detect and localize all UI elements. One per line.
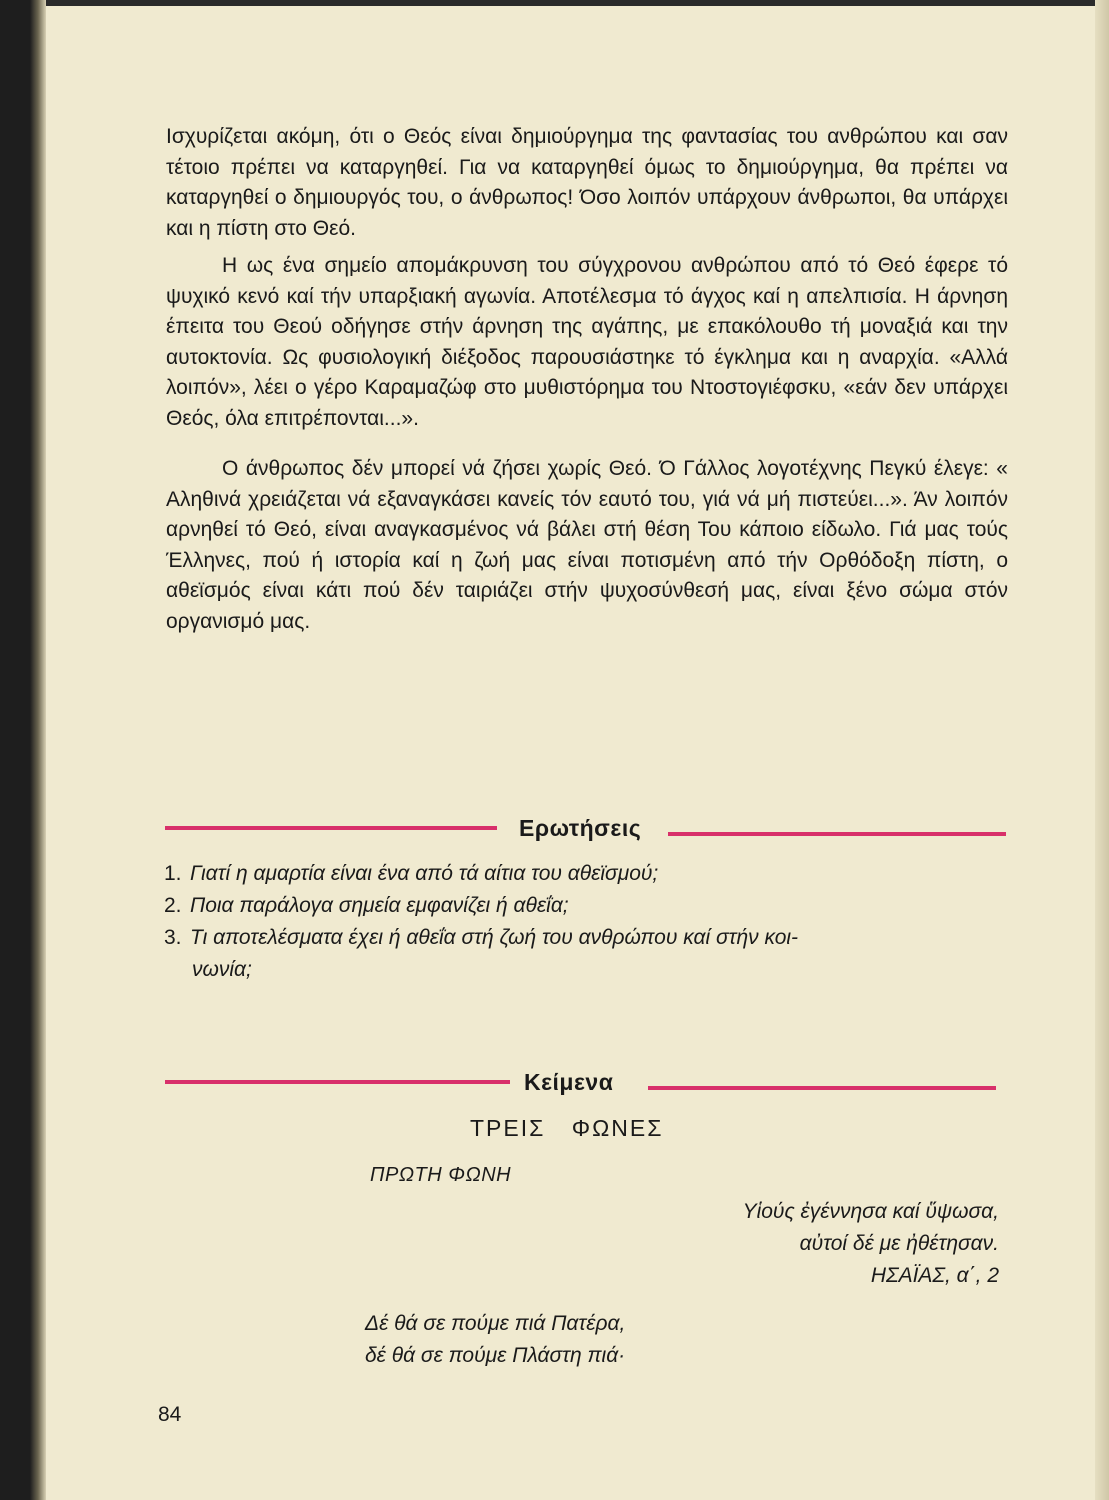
question-number: 1. bbox=[164, 862, 182, 885]
question-text: Γιατί η αμαρτία είναι ένα από τά αίτια του αθεϊσμού; bbox=[190, 862, 659, 885]
body-text bbox=[166, 122, 1008, 637]
book-spine-shadow bbox=[0, 0, 46, 1500]
poem-title: ΤΡΕΙΣ ΦΩΝΕΣ bbox=[470, 1115, 664, 1141]
page-right-edge bbox=[1095, 0, 1109, 1500]
question-number: 3. bbox=[164, 926, 182, 949]
question-text: Τι αποτελέσματα έχει ή αθεΐα στή ζωή του ανθρώπου καί στήν κοι- bbox=[190, 926, 799, 949]
poem-verse bbox=[365, 1308, 625, 1372]
epigraph-line: αὐτοί δέ με ἠθέτησαν. bbox=[799, 1232, 999, 1255]
texts-rule-left bbox=[165, 1080, 510, 1084]
page-number: 84 bbox=[158, 1403, 182, 1426]
list-item bbox=[164, 890, 1008, 922]
list-item bbox=[164, 858, 1008, 890]
verse-line: Δέ θά σε πούμε πιά Πατέρα, bbox=[365, 1312, 626, 1335]
texts-heading: Κείμενα bbox=[524, 1069, 614, 1095]
question-text: Ποια παράλογα σημεία εμφανίζει ή αθεΐα; bbox=[190, 894, 569, 917]
poem-subtitle: ΠΡΩΤΗ ΦΩΝΗ bbox=[370, 1164, 512, 1186]
verse-line: δέ θά σε πούμε Πλάστη πιά· bbox=[365, 1344, 626, 1367]
list-item bbox=[164, 922, 1008, 986]
page-top-edge bbox=[0, 0, 1109, 6]
questions-rule-left bbox=[165, 826, 497, 830]
questions-list bbox=[164, 858, 1008, 986]
epigraph bbox=[743, 1196, 999, 1292]
epigraph-source: ΗΣΑΪΑΣ, α΄, 2 bbox=[870, 1264, 999, 1287]
paragraph: Ισχυρίζεται ακόμη, ότι ο Θεός είναι δημιούργημα της φαντασίας του ανθρώπου και σαν τέτοιο πρέπει να καταργηθεί. Για να καταργηθεί όμως το δημιούργημα, θα πρέπει να καταργηθεί ο δημιουργός του, ο άνθρωπος! Όσο λοιπόν υπάρχουν άνθρωποι, θα υπάρχει και η πίστη στο Θεό. bbox=[166, 125, 1008, 240]
paragraph: Η ως ένα σημείο απομάκρυνση του σύγχρονου ανθρώπου από τό Θεό έφερε τό ψυχικό κενό καί τήν υπαρξιακή αγωνία. Αποτέλεσμα τό άγχος καί η απελπισία. Η άρνηση έπειτα του Θεού οδήγησε στήν άρνηση της αγάπης, με επακόλουθο τή μοναξιά και την αυτοκτονία. Ως φυσιολογική διέξοδος παρουσιάστηκε τό έγκλημα και η αναρχία. «Αλλά λοιπόν», λέει ο γέρο Καραμαζώφ στο μυθιστόρημα του Ντοστογιέφσκυ, «εάν δεν υπάρχει Θεός, όλα επιτρέπονται...». bbox=[166, 254, 1008, 430]
texts-rule-right bbox=[648, 1086, 996, 1090]
questions-rule-right bbox=[668, 832, 1006, 836]
questions-heading: Ερωτήσεις bbox=[519, 815, 642, 841]
question-text-continued: νωνία; bbox=[192, 958, 252, 981]
question-number: 2. bbox=[164, 894, 182, 917]
paragraph: Ο άνθρωπος δέν μπορεί νά ζήσει χωρίς Θεό. Ό Γάλλος λογοτέχνης Πεγκύ έλεγε: « Αληθινά χρειάζεται νά εξαναγκάσει κανείς τόν εαυτό του, γιά νά μή πιστεύει...». Άν λοιπόν αρνηθεί τό Θεό, είναι αναγκασμένος νά βάλει στή θέση Του κάποιο είδωλο. Γιά μας τούς Έλληνες, πού ή ιστορία καί η ζωή μας είναι ποτισμένη από τήν Ορθόδοξη πίστη, ο αθεϊσμός είναι κάτι πού δέν ταιριάζει στήν ψυχοσύνθεσή μας, είναι ξένο σώμα στόν οργανισμό μας. bbox=[166, 457, 1008, 633]
epigraph-line: Υἱούς ἐγέννησα καί ὕψωσα, bbox=[742, 1200, 999, 1223]
